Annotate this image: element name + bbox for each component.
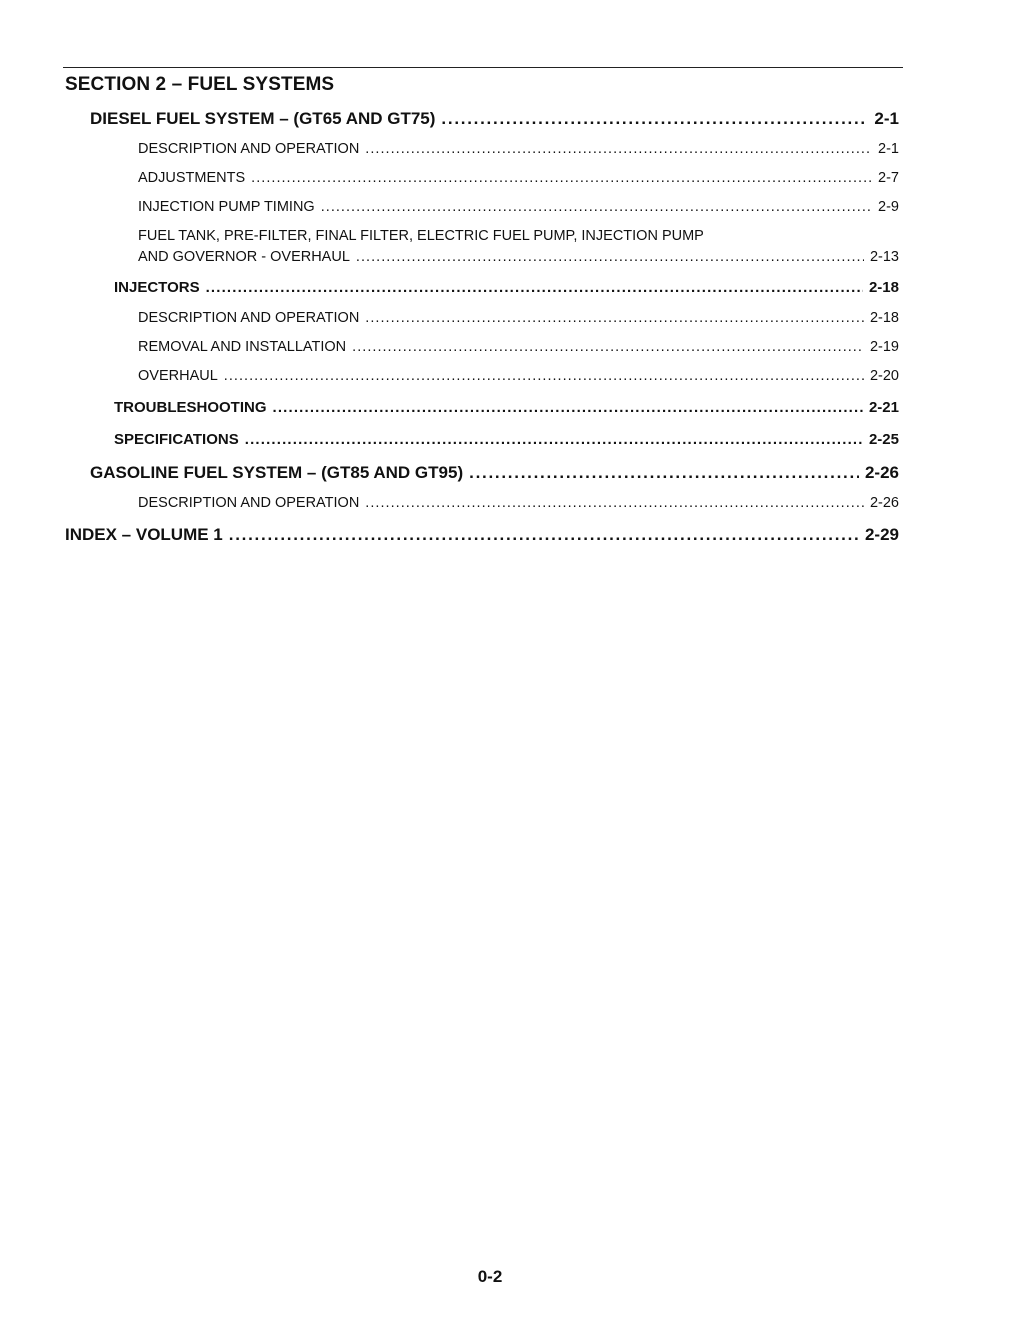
toc-label: SPECIFICATIONS	[114, 431, 239, 448]
dot-leader	[441, 109, 868, 129]
toc-entry-gasoline-fuel-system[interactable]	[90, 463, 899, 483]
toc-page: 2-29	[864, 525, 899, 544]
toc-label: REMOVAL AND INSTALLATION	[138, 339, 347, 355]
toc-page: 2-25	[868, 431, 899, 448]
dot-leader	[365, 141, 872, 157]
toc-entry-injection-pump-timing[interactable]	[138, 199, 899, 215]
toc-entry-diesel-description[interactable]	[138, 141, 899, 157]
toc-page: 2-20	[869, 368, 899, 384]
toc-entry-specifications[interactable]	[114, 431, 899, 448]
section-title: SECTION 2 – FUEL SYSTEMS	[65, 74, 335, 95]
dot-leader	[251, 170, 872, 186]
dot-leader	[229, 525, 859, 545]
toc-entry-troubleshooting[interactable]	[114, 399, 899, 416]
toc-page: 2-21	[868, 399, 899, 416]
toc-label: INDEX – VOLUME 1	[65, 525, 223, 544]
toc-entry-index-volume-1[interactable]	[65, 525, 899, 545]
dot-leader	[352, 339, 864, 355]
dot-leader	[365, 310, 864, 326]
dot-leader	[365, 495, 864, 511]
toc-page: 2-18	[868, 279, 899, 296]
toc-entry-injectors-overhaul[interactable]	[138, 368, 899, 384]
toc-entry-injectors-description[interactable]	[138, 310, 899, 326]
dot-leader	[356, 249, 864, 265]
toc-label: DESCRIPTION AND OPERATION	[138, 495, 360, 511]
toc-page: 2-19	[869, 339, 899, 355]
toc-label: ADJUSTMENTS	[138, 170, 246, 186]
header-rule	[63, 67, 903, 68]
toc-page: 2-18	[869, 310, 899, 326]
dot-leader	[273, 399, 863, 416]
toc-entry-injectors[interactable]	[114, 279, 899, 296]
dot-leader	[224, 368, 864, 384]
toc-entry-removal-installation[interactable]	[138, 339, 899, 355]
toc-page: 2-1	[874, 109, 899, 128]
toc-label: INJECTORS	[114, 279, 200, 296]
toc-label: DESCRIPTION AND OPERATION	[138, 141, 360, 157]
toc-page: 2-26	[869, 495, 899, 511]
toc-label: OVERHAUL	[138, 368, 218, 384]
toc-page: 2-7	[878, 170, 899, 186]
toc-page: 2-13	[869, 249, 899, 265]
toc-page: 2-1	[878, 141, 899, 157]
toc-entry-gasoline-description[interactable]	[138, 495, 899, 511]
toc-entry-overhaul-first-line[interactable]: FUEL TANK, PRE-FILTER, FINAL FILTER, ELECTRIC FUEL PUMP, INJECTION PUMP	[138, 228, 704, 244]
dot-leader	[469, 463, 859, 483]
toc-label: INJECTION PUMP TIMING	[138, 199, 315, 215]
dot-leader	[245, 431, 863, 448]
page-number: 0-2	[477, 1267, 503, 1286]
toc-entry-diesel-fuel-system[interactable]	[90, 109, 899, 129]
toc-entry-adjustments[interactable]	[138, 170, 899, 186]
toc-label: AND GOVERNOR - OVERHAUL	[138, 249, 350, 265]
toc-label: GASOLINE FUEL SYSTEM – (GT85 AND GT95)	[90, 463, 464, 482]
toc-label: DIESEL FUEL SYSTEM – (GT65 AND GT75)	[90, 109, 436, 128]
toc-page: 2-9	[878, 199, 899, 215]
toc-label: DESCRIPTION AND OPERATION	[138, 310, 360, 326]
toc-entry-fuel-system-overhaul[interactable]	[138, 249, 899, 265]
dot-leader	[206, 279, 863, 296]
toc-page: 2-26	[864, 463, 899, 482]
toc-label: TROUBLESHOOTING	[114, 399, 267, 416]
dot-leader	[321, 199, 872, 215]
